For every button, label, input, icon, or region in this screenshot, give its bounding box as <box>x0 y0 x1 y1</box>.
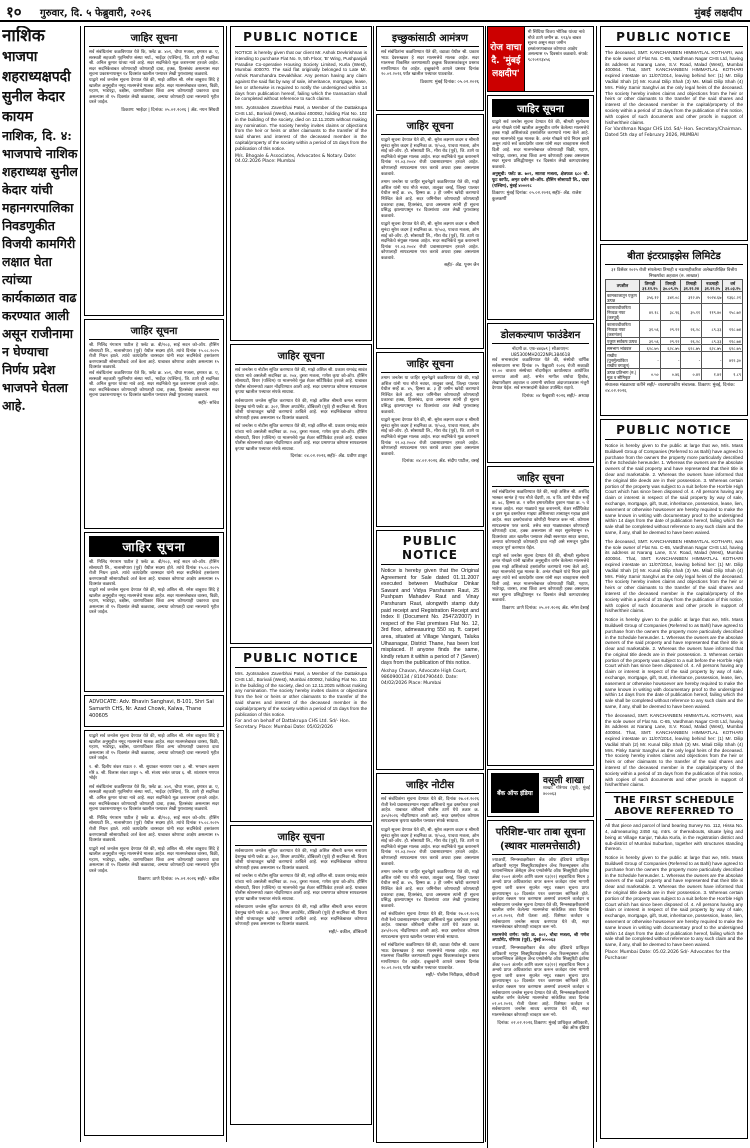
notice-signature: ठिकाण: ठाणे दिनांक: ०५.०२.२०२६ सही/- वकील <box>137 876 219 882</box>
table-cell: ११८.७४ <box>723 338 743 345</box>
table-row <box>606 338 743 345</box>
notice-body: याद्वारे सर्व जनतेस सूचना देण्यात येते की, माझे अशिल श्री. रमेश बाबुराव शिंदे हे खालील अनुसूचीत नमूद मालमत्तेचे मालक आहेत. सदर मालमत्तेबाबत वारसा, विक्री, गहाण, भाडेपट्टा, बक्षीस, धारणाधिकार किंवा अन्य कोणत्याही प्रकारचा दावा असल्यास तो १५ दिवसांत लेखी कळवावा, अन्यथा कोणताही दावा नसल्याचे गृहीत धरले जाईल. <box>89 77 219 106</box>
notice-body: याद्वारे सूचना देण्यात येते की, श्री. सुरेश लक्ष्मण कदम व श्रीमती सुनंदा सुरेश कदम हे सदनिका क्र. ए/५०३, पाचवा मजला, ओम साई को-ऑप. हौ. सोसायटी लि., मीरा रोड (पूर्व), जि. ठाणे या सदनिकेचे संयुक्त मालक आहेत. सदर सदनिकेचे मूळ करारनामे दिनांक १२.०३.२००४ रोजी प्रवासादरम्यान हरवले आहेत. कोणालाही सापडल्यास परत करावे अथवा हक्क असल्यास कळवावे. <box>381 222 479 261</box>
notice-signature: दिनांक: ०४.०२.२०२६ ॲड. संदीप पाटील, वसई <box>402 459 479 465</box>
table-cell: ०.४२ <box>681 369 702 381</box>
notice-box <box>487 95 594 320</box>
notice-box <box>376 530 484 770</box>
notice-body: तमाम जनतेस या जाहिर सूचनेद्वारे कळविण्यात येते की, माझे अशिल यांनी गाव मौजे नवघर, तालुका वसई, जिल्हा पालघर येथील सर्व्हे क्र. ४५, हिस्सा क्र. ३ ही जमीन खरेदी करण्याचे निश्चित केले आहे. सदर जमिनीवर कोणाचाही कोणत्याही प्रकारचा हक्क, हितसंबंध, दावा असल्यास त्यांनी ही सूचना प्रसिद्ध झाल्यापासून १४ दिवसांच्या आत लेखी पुराव्यासह कळवावे. <box>381 376 479 415</box>
table-column-header: तिमाही ३०.०९.२५ <box>660 280 681 292</box>
table-cell: ६२८.७५ <box>681 345 702 352</box>
financial-results-box <box>600 244 748 416</box>
notice-box <box>230 647 372 822</box>
column-1b <box>84 26 224 1139</box>
notice-heading: जाहिर सूचना <box>235 829 367 846</box>
column-3 <box>376 26 484 1146</box>
table-cell: ३५.११ <box>681 304 702 321</box>
notice-signature: दिनांक: ०४ फेब्रुवारी २०२६ सही/- अध्यक्ष <box>522 393 589 399</box>
table-cell: समभाग भांडवल <box>606 345 640 352</box>
column-rule <box>485 26 486 1142</box>
bank-ad-header <box>487 769 594 817</box>
notice-box <box>84 319 224 529</box>
table-body <box>606 292 743 381</box>
notice-body: श्री. मिलिंद गंगाराम पाटील हे फ्लॅट क्र. बी/१०३, साई सदन को-ऑप. हौसिंग सोसायटी लि., नालासोपारा (पूर्व) येथील सदस्य होते. त्यांचे दिनांक १५.०८.२०२५ रोजी निधन झाले. त्यांचे कायदेशीर वारसदार यांनी सदर सदनिकेचे हस्तांतरण करण्यासाठी सोसायटीकडे अर्ज केला आहे. याबाबत कोणाचा आक्षेप असल्यास १५ दिवसांत कळवावे. <box>89 560 219 588</box>
notice-signature: ठिकाण: मुंबई दिनांक: ०५.०२.२०२६ <box>420 79 479 85</box>
table-cell: ४२.१८ <box>639 304 660 321</box>
table-cell: ११८.७४ <box>723 321 743 338</box>
notice-heading: जाहिर सूचना <box>492 470 589 487</box>
table-cell: ३८.९६ <box>660 304 681 321</box>
notice-body: याद्वारे सूचना देण्यात येते की, श्री. सुरेश लक्ष्मण कदम व श्रीमती सुनंदा सुरेश कदम हे सदनिका क्र. ए/५०३, पाचवा मजला, ओम साई को-ऑप. हौ. सोसायटी लि., मीरा रोड (पूर्व), जि. ठाणे या सदनिकेचे संयुक्त मालक आहेत. सदर सदनिकेचे मूळ करारनामे दिनांक १२.०३.२००४ रोजी प्रवासादरम्यान हरवले आहेत. कोणालाही सापडल्यास परत करावे अथवा हक्क असल्यास कळवावे. <box>381 827 479 867</box>
schedule-body: All that piece and parcel of land bearing Survey No. 112, Hissa No. 4, admeasuring 2450 sq. mtrs. or thereabouts, situate lying and being at Village Kanjur, Taluka Kurla, in the registration district and sub-district of Mumbai Suburban, together with structures standing thereon. <box>605 823 743 852</box>
notice-signature: दिनांक: ०२.०२.२०२६ ठिकाण: मुंबई प्राधिकृत अधिकारी, बँक ऑफ इंडिया <box>497 1020 589 1032</box>
lead-body: नाशिक, दि. ४: भाजपाचे नाशिक शहराध्यक्ष सुनील केदार यांची महानगरपालिका निवडणुकीत विजयी कामगिरी लक्षात घेता त्यांच्या कार्यकाळात वाढ करण्यात आली असून राजीनामा न घेण्याचा निर्णय प्रदेश भाजपने घेतला आहे. <box>2 128 78 413</box>
table-row <box>606 321 743 338</box>
notice-body: Notice is hereby given that the Original Agreement for Sale dated 01.11.2007 executed between Madhukar Dinkar Sawant and Vidya Parshuram Raut, 25 Pushpam Mahadev Raut and Vinay Parshuram Raut, alongwith stamp duty paid receipt and Registration Receipt and Index II (Document No. 25472/2007) in respect of the Flat premises Flat No. 12, 3rd floor, admeasuring 550 sq. ft. carpet area, situated at Village Vangani, Taluka Ulhasnagar, District Thane, has been lost misplaced. If anyone finds the same, kindly return it within a period of 7 (Seven) days from the publication of this notice. <box>381 568 479 667</box>
notice-body: ज्याअर्थी, निम्नस्वाक्षरीकार बँक ऑफ इंडियाचे प्राधिकृत अधिकारी म्हणून सिक्युरिटायझेशन ॲन्ड रिकन्स्ट्रक्शन ऑफ फायनान्शियल ॲसेट्स ॲन्ड एन्फोर्समेंट ऑफ सिक्युरिटी इंटरेस्ट ॲक्ट २००२ अंतर्गत आणि कलम १३(१२) सहवाचिता नियम ३ अन्वये प्राप्त अधिकारांचा वापर करून कर्जदार यांना मागणी सूचना जारी करून सूचनेत नमूद रक्कम सूचना प्राप्त झाल्यापासून ६० दिवसांत परत करण्यास सांगितले होते. कर्जदार रक्कम परत करण्यास असमर्थ ठरल्याने कर्जदार व सर्वसाधारण जनतेस सूचना देण्यात येते की, निम्नस्वाक्षरीकारांनी खालील वर्णन केलेल्या मालमत्तेचा सांकेतिक ताबा दिनांक ०२.०२.२०२६ रोजी घेतला आहे. विशेषतः कर्जदार व सर्वसाधारण जनतेस सावध करण्यात येते की, सदर मालमत्तेबाबत कोणताही व्यवहार करू नये. <box>492 945 589 1019</box>
table-row <box>606 352 743 369</box>
table-cell: ०.५० <box>639 369 660 381</box>
notice-body: सर्व संबंधितांना सूचना देण्यात येते की, दिनांक २७.०१.२०२६ रोजी रेल्वे प्रवासादरम्यान माझ्या अशिलाचे मूळ दस्तऐवज हरवले आहेत. याबाबत बोरीवली पोलीस ठाणे येथे तक्रार क्र. ३४५/२०२६ नोंदविण्यात आली आहे. सदर दस्तऐवज कोणास सापडल्यास कृपया खालील पत्त्यावर संपर्क साधावा. <box>381 912 479 940</box>
notice-signature: ठिकाण: भाईंदर | दिनांक: ०५.०२.२०२६ | ॲड. नयन सिंघवी <box>121 107 219 113</box>
notice-body: The deceased, SMT. KANCHANBEN HIMMATLAL KOTHARI, was the sole owner of Flat No. C-65, Vardhman Nagar CHS Ltd, having its address at Narang Lane, S.V. Road, Malad (West), Mumbai 400064. That, SMT. KANCHANBEN HIMMATLAL KOTHARI expired intestate on 11/07/2014, leaving behind her: (1) Mr. Dilip Vadilal Shah (2) Mr. Kunal Dilip Shah (3) Ms. Mitali Dilip Shah (4) Mrs. Pinky Samir Sanghvi as the only legal heirs of the deceased. The society hereby invites claims and objections from the heir or heirs or other claimants to the transfer of the said shares and interest of the deceased member in the capital/property of the society within a period of 15 days from the publication of this notice, with copies of such documents and other proofs in support of his/her/their claims. <box>605 712 743 788</box>
table-cell: ६२८.७५ <box>639 345 660 352</box>
notice-body: सर्व संबंधितांना कळविण्यात येते कि, फ्लॅट क्र. ४०१, चौथा मजला, इमारत क्र. ए, सरस्वती सहकारी गृहनिर्माण संस्था मर्या., भाईंदर (पश्चिम), जि. ठाणे ही सदनिका श्री. अनिल कुमार यांच्या नावे आहे. सदर सदनिकेचे मूळ करारनामा हरवले आहेत. सदर सदनिकेबाबत कोणाचाही कोणताही दावा, हक्क, हितसंबंध असल्यास सदर सूचना प्रकाशनापासून १४ दिवसांत खालील पत्त्यावर लेखी पुराव्यासह कळवावे. <box>89 784 219 813</box>
column-4 <box>487 26 594 1148</box>
notice-body: सर्व संबंधितांना कळविण्यात येते की, वडाळा येथील श्री. प्रकाश भाऊ देवरूखकर हे सदर मालमत्तेचे मालक आहेत. सदर मालमत्ता विकसित करण्यासाठी इच्छुक विकासकांकडून प्रस्ताव मागविण्यात येत आहेत. इच्छुकांनी आपले प्रस्ताव दिनांक २०.०२.२०२६ पर्यंत खालील पत्त्यावर पाठवावेत. <box>381 943 479 971</box>
table-cell: ११९.४० <box>702 304 723 321</box>
notice-signature: सही/- सचिव <box>198 400 219 406</box>
notice-signature: Place: Mumbai Date: 05.02.2026 Sd/- Advocates for the Purchaser <box>605 949 731 961</box>
table-cell: - <box>681 352 702 369</box>
notice-heading: डोलकल्याण फाउंडेशन <box>492 327 589 344</box>
notice-body: श्री. मिलिंद गंगाराम पाटील हे फ्लॅट क्र. बी/१०३, साई सदन को-ऑप. हौसिंग सोसायटी लि., नालासोपारा (पूर्व) येथील सदस्य होते. त्यांचे दिनांक १५.०८.२०२५ रोजी निधन झाले. त्यांचे कायदेशीर वारसदार यांनी सदर सदनिकेचे हस्तांतरण करण्यासाठी सोसायटीकडे अर्ज केला आहे. याबाबत कोणाचा आक्षेप असल्यास १५ दिवसांत कळवावे. <box>89 343 219 371</box>
notice-body: श्री. मिलिंद गंगाराम पाटील हे फ्लॅट क्र. बी/१०३, साई सदन को-ऑप. हौसिंग सोसायटी लि., नालासोपारा (पूर्व) येथील सदस्य होते. त्यांचे दिनांक १५.०८.२०२५ रोजी निधन झाले. त्यांचे कायदेशीर वारसदार यांनी सदर सदनिकेचे हस्तांतरण करण्यासाठी सोसायटीकडे अर्ज केला आहे. याबाबत कोणाचा आक्षेप असल्यास १५ दिवसांत कळवावे. <box>89 815 219 844</box>
notice-heading: इच्छुकांसाठी आमंत्रण <box>381 30 479 47</box>
notice-body: सर्व संबंधितांना कळविण्यात येते कि, फ्लॅट क्र. ४०१, चौथा मजला, इमारत क्र. ए, सरस्वती सहकारी गृहनिर्माण संस्था मर्या., भाईंदर (पश्चिम), जि. ठाणे ही सदनिका श्री. अनिल कुमार यांच्या नावे आहे. सदर सदनिकेचे मूळ करारनामा हरवले आहेत. सदर सदनिकेबाबत कोणाचाही कोणताही दावा, हक्क, हितसंबंध असल्यास सदर सूचना प्रकाशनापासून १४ दिवसांत खालील पत्त्यावर लेखी पुराव्यासह कळवावे. <box>89 370 219 399</box>
newspaper-logo: रोज वाचा दै. 'मुंबई लक्षदीप' <box>488 27 525 91</box>
table-cell: २९.१२ <box>660 321 681 338</box>
notice-body: सर्वसाधारण जनतेस सूचित करण्यात येते की, माझे अशिल श्रीमती कमल नारायण देशमुख यांनी फ्लॅट क्र. ३०२, शिवम अपार्टमेंट, डोंबिवली (पूर्व) ही सदनिका श्री. विजय जोशी यांच्याकडून खरेदी करण्याचे ठरविले आहे. सदर सदनिकेबाबत कोणाचा कोणताही हक्क असल्यास १४ दिवसांत कळवावे. <box>235 398 367 421</box>
notice-box <box>376 352 484 527</box>
notice-heading: परिशिष्ट-चार ताबा सूचना (स्थावर मालमत्तेसाठी) <box>492 824 589 855</box>
notice-heading: जाहिर सूचना <box>492 99 589 117</box>
advocate-address: ADVOCATE: Adv. Bhavin Sanghavi, B-101, Shri Sai Samarth CHS, Nr. Azad Chowk, Kalwa, Thane 400605 <box>89 699 214 719</box>
notice-body: NOTICE is hereby given that our client Mr. Ashok Devkrishnan is intending to purchase Flat No. 9, 5th Floor, 'B' Wing, Pushpanjali Paradise Co-operative Housing Society Limited, Kurla (West), Mumbai 400070. The said flat originally belonged to Late Mr. Ashok Ramchandra Devakhikar. Any person having any claim against the said flat by way of sale, inheritance, mortgage, lease, lien or otherwise is required to notify the undersigned within 14 days from publication hereof, failing which the transaction shall be completed without reference to such claims. <box>235 50 367 102</box>
table-cell: २६.२८ <box>681 338 702 345</box>
table-cell: ४१२.३० <box>723 352 743 369</box>
notice-heading: जाहिर सूचना <box>381 118 479 135</box>
table-cell: - <box>660 352 681 369</box>
notice-body: सर्वसाधारण जनतेस सूचित करण्यात येते की, माझे अशिल श्रीमती कमल नारायण देशमुख यांनी फ्लॅट क्र. ३०२, शिवम अपार्टमेंट, डोंबिवली (पूर्व) ही सदनिका श्री. विजय जोशी यांच्याकडून खरेदी करण्याचे ठरविले आहे. सदर सदनिकेबाबत कोणाचा कोणताही हक्क असल्यास १४ दिवसांत कळवावे. <box>235 849 367 871</box>
notice-body: सर्वसाधारण जनतेस सूचित करण्यात येते की, माझे अशिल श्रीमती कमल नारायण देशमुख यांनी फ्लॅट क्र. ३०२, शिवम अपार्टमेंट, डोंबिवली (पूर्व) ही सदनिका श्री. विजय जोशी यांच्याकडून खरेदी करण्याचे ठरविले आहे. सदर सदनिकेबाबत कोणाचा कोणताही हक्क असल्यास १४ दिवसांत कळवावे. <box>235 905 367 928</box>
notice-body: Notice is hereby given to the public at large that we, M/s. Mass Buildwell Group of Companies (Referred to as Bahl) have agreed to purchase from the owners the property more particularly described in the Schedule hereunder. 1. Whereas the owners are the absolute owners of the said property and have represented that their title is clear and marketable. 2. Whereas the owners have informed that the original title deeds are in their possession. 3. Whereas certain portion of the property was subject to a suit before the Hon'ble High Court which has since been disposed of. 4. All persons having any claim or interest in respect of the said property by way of sale, exchange, mortgage, gift, trust, inheritance, possession, lease, lien, easement or otherwise howsoever are hereby required to make the same known in writing with documentary proof to the undersigned within 14 days from the date of publication hereof, failing which the sale shall be completed without reference to any such claim and the same, if any, shall be deemed to have been waived. <box>605 855 743 948</box>
newspaper-logo-block <box>487 26 594 92</box>
table-cell: १.४२ <box>702 369 723 381</box>
notice-box <box>230 344 372 644</box>
column-rule <box>373 26 374 1142</box>
column-5 <box>600 26 748 1142</box>
notice-heading: जाहिर सूचना <box>381 356 479 373</box>
column-rule <box>596 26 597 1142</box>
notice-signature: दिनांक: ०४.०२.२०२६ सही/- ॲड. प्रवीण ठाकूर <box>290 454 367 460</box>
advocate-address-box <box>84 695 224 727</box>
bank-branch-address: शाखा: गोरेगाव (पूर्व), मुंबई ४०००६३ <box>543 786 590 797</box>
notice-heading: PUBLIC NOTICE <box>235 651 367 668</box>
notice-box <box>376 114 484 349</box>
lead-city: नाशिक <box>2 26 45 46</box>
notice-body: याद्वारे सर्व जनतेस सूचना देण्यात येते की, श्रीमती सुलोचना अनंत गोखले यांनी खालील अनुसूचीत वर्णन केलेल्या मालमत्तेचे हक्क माझे अशिलांकडे हस्तांतरित करण्याचे मान्य केले आहे. सदर मालमत्तेचे मूळ मालक कै. अनंत गोखले यांचे निधन झाले असून त्यांचे सर्व कायदेशीर वारस यांनी सदर व्यवहारास संमती दिली आहे. सदर मालमत्तेबाबत कोणाचाही विक्री, गहाण, भाडेपट्टा, वारसा, ताबा किंवा अन्य कोणताही हक्क असल्यास सदर सूचना प्रसिद्धीपासून १४ दिवसांत लेखी कागदपत्रांसह कळवावे. <box>492 120 589 170</box>
notice-schedule: अनुसूची: फ्लॅट क्र. ७०२, सातवा मजला, क्षेत्रफळ ६८० चौ. फूट कार्पेट, अमृत दर्शन को-ऑप. हौसिंग सोसायटी लि., दादर (पश्चिम), मुंबई ४०००२८ <box>492 172 590 189</box>
notice-box <box>376 26 484 111</box>
notice-heading: जाहिर सूचना <box>235 348 367 365</box>
notice-heading: PUBLIC NOTICE <box>605 423 743 440</box>
notice-box <box>84 532 224 692</box>
table-cell: ६२८.७५ <box>702 345 723 352</box>
notice-box <box>230 825 372 1125</box>
notice-body: सर्व जनतेस य नोटीस सूचित करण्यात येते की, माझे अशिल श्री. प्रकाश रामचंद्र सावंत यांच्या नावे असलेली सदनिका क्र. २०४, दुसरा मजला, गणेश कृपा को-ऑप. हौसिंग सोसायटी, विरार (पश्चिम) या मालमत्तेचे मूळ शेअर सर्टिफिकेट हरवले आहे. याबाबत पोलीस स्टेशनमध्ये तक्रार नोंदविण्यात आली आहे. सदर प्रमाणपत्र कोणास सापडल्यास कृपया खालील पत्त्यावर संपर्क साधावा. <box>235 424 367 452</box>
notice-box <box>487 466 594 766</box>
column-2 <box>230 26 372 1128</box>
financial-table <box>605 279 743 381</box>
table-cell: कालावधीकरिता निव्वळ नफा (करानंतर) <box>606 321 640 338</box>
table-cell: ६२८.७५ <box>660 345 681 352</box>
foundation-notice-box <box>487 323 594 463</box>
table-cell: ८९.३३ <box>702 338 723 345</box>
table-cell: उत्पन्न प्रतिभाग (रु.) मूळ व सौमिकृत <box>606 369 640 381</box>
notice-body: तमाम जनतेस या जाहिर सूचनेद्वारे कळविण्यात येते की, माझे अशिल यांनी गाव मौजे नवघर, तालुका वसई, जिल्हा पालघर येथील सर्व्हे क्र. ४५, हिस्सा क्र. ३ ही जमीन खरेदी करण्याचे निश्चित केले आहे. सदर जमिनीवर कोणाचाही कोणत्याही प्रकारचा हक्क, हितसंबंध, दावा असल्यास त्यांनी ही सूचना प्रसिद्ध झाल्यापासून १४ दिवसांच्या आत लेखी पुराव्यासह कळवावे. <box>381 180 479 219</box>
notice-signature: ठिकाण: ठाणे दिनांक: ०५.०२.२०२६ ॲड. मंगेश देसाई <box>502 605 589 611</box>
table-column-header: तिमाही ३१.१२.२५ <box>639 280 660 292</box>
notice-box <box>376 773 484 1143</box>
bank-branch-title: वसूली शाखा <box>543 776 584 786</box>
notice-body: The deceased, SMT. KANCHANBEN HIMMATLAL KOTHARI, was the sole owner of Flat No. C-65, Vardhman Nagar CHS Ltd, having its address at Narang Lane, S.V. Road, Malad (West), Mumbai 400064. That, SMT. KANCHANBEN HIMMATLAL KOTHARI expired intestate on 11/07/2014, leaving behind her: (1) Mr. Dilip Vadilal Shah (2) Mr. Kunal Dilip Shah (3) Ms. Mitali Dilip Shah (4) Mrs. Pinky Samir Sanghvi as the only legal heirs of the deceased. The society hereby invites claims and objections from the heir or heirs or other claimants to the transfer of the said shares and interest of the deceased member in the capital/property of the society within a period of 15 days from the publication of this notice, with copies of such documents and other proofs in support of his/her/their claims. <box>605 50 743 125</box>
notice-body: Notice is hereby given to the public at large that we, M/s. Mass Buildwell Group of Companies (Referred to as Bahl) have agreed to purchase from the owners the property more particularly described in the Schedule hereunder. 1. Whereas the owners are the absolute owners of the said property and have represented that their title is clear and marketable. 2. Whereas the owners have informed that the original title deeds are in their possession. 3. Whereas certain portion of the property was subject to a suit before the Hon'ble High Court which has since been disposed of. 4. All persons having any claim or interest in respect of the said property by way of sale, exchange, mortgage, gift, trust, inheritance, possession, lease, lien, easement or otherwise howsoever are hereby required to make the same known in writing with documentary proof to the undersigned within 14 days from the date of publication hereof, failing which the sale shall be completed without reference to any such claim and the same, if any, shall be deemed to have been waived. <box>605 617 743 710</box>
table-cell: २९.१२ <box>660 338 681 345</box>
notice-body: याद्वारे सूचना देण्यात येते की, श्री. सुरेश लक्ष्मण कदम व श्रीमती सुनंदा सुरेश कदम हे सदनिका क्र. ए/५०३, पाचवा मजला, ओम साई को-ऑप. हौ. सोसायटी लि., मीरा रोड (पूर्व), जि. ठाणे या सदनिकेचे संयुक्त मालक आहेत. सदर सदनिकेचे मूळ करारनामे दिनांक १२.०३.२००४ रोजी प्रवासादरम्यान हरवले आहेत. कोणालाही सापडल्यास परत करावे अथवा हक्क असल्यास कळवावे. <box>381 418 479 457</box>
notice-heading: बीता इंटरप्राइझेस लिमिटेड <box>605 248 743 265</box>
column-rule <box>80 26 81 1142</box>
notice-signature: M/s. Bhogale & Associates, Advocates & Notary. Date: 04.02.2026 Place: Mumbai <box>235 153 357 165</box>
notice-box <box>230 26 372 341</box>
table-cell: ३५६.१२ <box>639 292 660 304</box>
page-date: गुरुवार, दि. ५ फेब्रुवारी, २०२६ <box>40 8 152 19</box>
table-cell: राखीव (पुनर्मुल्यांकित राखीव वगळून) <box>606 352 640 369</box>
notice-body: याद्वारे सर्व जनतेस सूचना देण्यात येते की, श्रीमती सुलोचना अनंत गोखले यांनी खालील अनुसूचीत वर्णन केलेल्या मालमत्तेचे हक्क माझे अशिलांकडे हस्तांतरित करण्याचे मान्य केले आहे. सदर मालमत्तेचे मूळ मालक कै. अनंत गोखले यांचे निधन झाले असून त्यांचे सर्व कायदेशीर वारस यांनी सदर व्यवहारास संमती दिली आहे. सदर मालमत्तेबाबत कोणाचाही विक्री, गहाण, भाडेपट्टा, वारसा, ताबा किंवा अन्य कोणताही हक्क असल्यास सदर सूचना प्रसिद्धीपासून १४ दिवसांत लेखी कागदपत्रांसह कळवावे. <box>492 553 589 604</box>
table-row <box>606 304 743 321</box>
table-cell: ३४१.०८ <box>660 292 681 304</box>
table-cell: ३१.५६ <box>639 338 660 345</box>
schedule-heading: THE FIRST SCHEDULE ABOVE REFERRED TO <box>605 792 743 820</box>
table-cell: - <box>639 352 660 369</box>
notice-signature: For and on behalf of Dattakrupa CHS Ltd. Sd/- Hon. Secretary. Place: Mumbai Date: 05/02/2026 <box>235 719 351 731</box>
table-cell: - <box>702 352 723 369</box>
notice-body: सर्व जनतेस य नोटीस सूचित करण्यात येते की, माझे अशिल श्री. प्रकाश रामचंद्र सावंत यांच्या नावे असलेली सदनिका क्र. २०४, दुसरा मजला, गणेश कृपा को-ऑप. हौसिंग सोसायटी, विरार (पश्चिम) या मालमत्तेचे मूळ शेअर सर्टिफिकेट हरवले आहे. याबाबत पोलीस स्टेशनमध्ये तक्रार नोंदविण्यात आली आहे. सदर प्रमाणपत्र कोणास सापडल्यास कृपया खालील पत्त्यावर संपर्क साधावा. <box>235 874 367 902</box>
notice-body: सर्व सभासदांना कळविण्यात येते की, संस्थेची वार्षिक सर्वसाधारण सभा दिनांक २५ फेब्रुवारी २०२६ रोजी सकाळी ११.०० वाजता संस्थेच्या नोंदणीकृत कार्यालयात आयोजित करण्यात आली आहे. सभेत मागील वर्षाचा हिशोब, लेखापरीक्षण अहवाल व आगामी वर्षाच्या अंदाजपत्रकास मंजुरी देण्यात येईल. सर्व सभासदांनी वेळेवर उपस्थित राहावे. <box>492 358 589 392</box>
notice-body: ज्याअर्थी, निम्नस्वाक्षरीकार बँक ऑफ इंडियाचे प्राधिकृत अधिकारी म्हणून सिक्युरिटायझेशन ॲन्ड रिकन्स्ट्रक्शन ऑफ फायनान्शियल ॲसेट्स ॲन्ड एन्फोर्समेंट ऑफ सिक्युरिटी इंटरेस्ट ॲक्ट २००२ अंतर्गत आणि कलम १३(१२) सहवाचिता नियम ३ अन्वये प्राप्त अधिकारांचा वापर करून कर्जदार यांना मागणी सूचना जारी करून सूचनेत नमूद रक्कम सूचना प्राप्त झाल्यापासून ६० दिवसांत परत करण्यास सांगितले होते. कर्जदार रक्कम परत करण्यास असमर्थ ठरल्याने कर्जदार व सर्वसाधारण जनतेस सूचना देण्यात येते की, निम्नस्वाक्षरीकारांनी खालील वर्णन केलेल्या मालमत्तेचा सांकेतिक ताबा दिनांक ०२.०२.२०२६ रोजी घेतला आहे. विशेषतः कर्जदार व सर्वसाधारण जनतेस सावध करण्यात येते की, सदर मालमत्तेबाबत कोणताही व्यवहार करू नये. <box>492 858 589 931</box>
table-cell: एकूण सर्वंकष उत्पन्न <box>606 338 640 345</box>
table-row <box>606 345 743 352</box>
table-column-header: तिमाही ३१.१२.२४ <box>681 280 702 292</box>
notice-schedule: मालमत्तेचे वर्णन: फ्लॅट क्र. ४०२, चौथा मजला, श्री गणेश अपार्टमेंट, गोरेगाव (पूर्व), मुंबई ४०००६३ <box>492 932 589 944</box>
table-cell: कालावधीकरिता निव्वळ नफा (करपूर्व) <box>606 304 640 321</box>
masthead <box>0 0 750 22</box>
notice-body: Notice is hereby given to the public at large that we, M/s. Mass Buildwell Group of Companies (Referred to as Bahl) have agreed to purchase from the owners the property more particularly described in the Schedule hereunder. 1. Whereas the owners are the absolute owners of the said property and have represented that their title is clear and marketable. 2. Whereas the owners have informed that the original title deeds are in their possession. 3. Whereas certain portion of the property was subject to a suit before the Hon'ble High Court which has since been disposed of. 4. All persons having any claim or interest in respect of the said property by way of sale, exchange, mortgage, gift, trust, inheritance, possession, lease, lien, easement or otherwise howsoever are hereby required to make the same known in writing with documentary proof to the undersigned within 14 days from the date of publication hereof, failing which the sale shall be completed without reference to any such claim and the same, if any, shall be deemed to have been waived. <box>605 443 743 535</box>
table-row <box>606 369 743 381</box>
bank-header-text <box>539 773 590 813</box>
table-cell: कामकाजातून एकूण उत्पन्न <box>606 292 640 304</box>
notice-box <box>600 419 748 1139</box>
notice-list: १. श्री. दिलीप शंकर राऊत २. श्री. सुधाकर नारायण पवार ३. श्री. भगवान लक्ष्मण मोरे ४. श्री. विलास शंकर ठाकूर ५. श्री. संजय वसंत जाधव ६. श्री. शांताराम गणपत भोईर <box>89 764 219 782</box>
bank-logo: बँक ऑफ इंडिया <box>491 773 539 813</box>
table-cell: ६२८.७५ <box>723 345 743 352</box>
notice-signature: ठिकाण: मुंबई दिनांक: ०५.०२.२०२६ सही/- ॲड. राजेश कुलकर्णी <box>492 191 582 202</box>
notice-signature: सही/- वकील, डोंबिवली <box>328 929 367 935</box>
table-cell: १.८९ <box>723 369 743 381</box>
notice-heading: PUBLIC NOTICE <box>605 30 743 47</box>
table-column-header: तपशील <box>606 280 640 292</box>
table-cell: ३१२.४५ <box>681 292 702 304</box>
notice-signature: सही/- पोलीस निरीक्षक, बोरीवली <box>425 973 479 979</box>
notice-body: सर्व संबंधितांना कळविण्यात येते की, माझे अशिल श्री. अरविंद भास्कर सामंत हे गाव मौजे चेंदणी, ता. व जि. ठाणे येथील सर्व्हे क्र. ७८, हिस्सा क्र. २ वरील इमारतीतील दुकान गाळा क्र. ५ चे मालक आहेत. सदर गाळ्याचे मूळ करारनामे, शेअर सर्टिफिकेट व इतर मूळ दस्तऐवज माझ्या अशिलाच्या ताब्यातून गहाळ झाले आहेत. सदर दस्तऐवजांचा कोणीही गैरवापर करू नये. कोणास सापडल्यास परत करावे. तसेच सदर गाळ्याबाबत कोणाचाही कोणताही दावा, हक्क असल्यास तो सदर सूचनेपासून १५ दिवसांच्या आत खालील पत्त्यावर लेखी स्वरूपात सादर करावा, अन्यथा कोणाचाही कोणताही दावा नाही असे समजून पुढील व्यवहार पूर्ण करण्यात येईल. <box>492 490 589 551</box>
table-subtitle: ३१ डिसेंबर २०२५ रोजी संपलेल्या तिमाही व नऊमाहीकरिता अलेखापरिक्षित वित्तीय निष्कर्षाचा अहवाल (रु. लाखात) <box>611 268 737 279</box>
page-number: १० <box>6 3 22 21</box>
notice-body: सर्व संबंधितांना कळविण्यात येते की, वडाळा येथील श्री. प्रकाश भाऊ देवरूखकर हे सदर मालमत्तेचे मालक आहेत. सदर मालमत्ता विकसित करण्यासाठी इच्छुक विकासकांकडून प्रस्ताव मागविण्यात येत आहेत. इच्छुकांनी आपले प्रस्ताव दिनांक २०.०२.२०२६ पर्यंत खालील पत्त्यावर पाठवावेत. <box>381 50 479 78</box>
table-cell: १३६८.२१ <box>723 292 743 304</box>
table-row <box>606 292 743 304</box>
table-cell: ३१.५६ <box>639 321 660 338</box>
notice-body: याद्वारे सर्व जनतेस सूचना देण्यात येते की, माझे अशिल श्री. रमेश बाबुराव शिंदे हे खालील अनुसूचीत नमूद मालमत्तेचे मालक आहेत. सदर मालमत्तेबाबत वारसा, विक्री, गहाण, भाडेपट्टा, बक्षीस, धारणाधिकार किंवा अन्य कोणत्याही प्रकारचा दावा असल्यास तो १५ दिवसांत लेखी कळवावा, अन्यथा कोणताही दावा नसल्याचे गृहीत धरले जाईल. <box>89 734 219 762</box>
notice-subheading: नोंदणी क्र. एफ-४४६७९ | सीआयएन: U85300MH2022NPL384618 <box>510 347 571 358</box>
bank-notice-box <box>487 820 594 1148</box>
column-1 <box>2 26 78 1142</box>
table-cell: १०२४.६७ <box>702 292 723 304</box>
notice-body: याद्वारे सर्व जनतेस सूचना देण्यात येते की, माझे अशिल श्री. रमेश बाबुराव शिंदे हे खालील अनुसूचीत नमूद मालमत्तेचे मालक आहेत. सदर मालमत्तेबाबत वारसा, विक्री, गहाण, भाडेपट्टा, बक्षीस, धारणाधिकार किंवा अन्य कोणत्याही प्रकारचा दावा असल्यास तो १५ दिवसांत लेखी कळवावा, अन्यथा कोणताही दावा नसल्याचे गृहीत धरले जाईल. <box>89 587 219 616</box>
notice-signature: संचालक मंडळाच्या वतीने सही/- व्यवस्थापकीय संचालक. ठिकाण: मुंबई, दिनांक: ०४.०२.२०२६ <box>605 383 736 394</box>
table-cell: २६.२८ <box>681 321 702 338</box>
notice-body: याद्वारे सर्व जनतेस सूचना देण्यात येते की, माझे अशिल श्री. रमेश बाबुराव शिंदे हे खालील अनुसूचीत नमूद मालमत्तेचे मालक आहेत. सदर मालमत्तेबाबत वारसा, विक्री, गहाण, भाडेपट्टा, बक्षीस, धारणाधिकार किंवा अन्य कोणत्याही प्रकारचा दावा असल्यास तो १५ दिवसांत लेखी कळवावा, अन्यथा कोणताही दावा नसल्याचे गृहीत धरले जाईल. <box>89 846 219 875</box>
table-header-row <box>606 280 743 292</box>
notice-heading: जाहिर सूचना <box>89 536 219 557</box>
notice-box <box>84 730 224 1136</box>
table-column-header: नऊमाही ३१.१२.२५ <box>702 280 723 292</box>
notice-body: तमाम जनतेस या जाहिर सूचनेद्वारे कळविण्यात येते की, माझे अशिल यांनी गाव मौजे नवघर, तालुका वसई, जिल्हा पालघर येथील सर्व्हे क्र. ४५, हिस्सा क्र. ३ ही जमीन खरेदी करण्याचे निश्चित केले आहे. सदर जमिनीवर कोणाचाही कोणत्याही प्रकारचा हक्क, हितसंबंध, दावा असल्यास त्यांनी ही सूचना प्रसिद्ध झाल्यापासून १४ दिवसांच्या आत लेखी पुराव्यासह कळवावे. <box>381 870 479 909</box>
newspaper-brand: मुंबई लक्षदीप <box>694 8 742 19</box>
table-cell: ८९.३३ <box>702 321 723 338</box>
table-cell: १५८.७२ <box>723 304 743 321</box>
lead-headline: भाजपा शहराध्यक्षपदी सुनील केदार कायम <box>2 49 71 125</box>
notice-heading: PUBLIC NOTICE <box>235 30 367 47</box>
logo-side-text: मी सिंधिया विजय भौतिक यांच्या नावे मौजे ठाणे जमीन क्र. १२३/४ बाबत सूचना असून सदर जमीन हस्तांतरणाबाबत कोणाचा आक्षेप असल्यास १५ दिवसांत कळवावे. संपर्क: ९८२०१२३४५६ <box>527 30 589 63</box>
notice-body: The deceased, SMT. KANCHANBEN HIMMATLAL KOTHARI, was the sole owner of Flat No. C-65, Vardhman Nagar CHS Ltd, having its address at Narang Lane, S.V. Road, Malad (West), Mumbai 400064. That, SMT. KANCHANBEN HIMMATLAL KOTHARI expired intestate on 11/07/2014, leaving behind her: (1) Mr. Dilip Vadilal Shah (2) Mr. Kunal Dilip Shah (3) Ms. Mitali Dilip Shah (4) Mrs. Pinky Samir Sanghvi as the only legal heirs of the deceased. The society hereby invites claims and objections from the heir or heirs or other claimants to the transfer of the said shares and interest of the deceased member in the capital/property of the society within a period of 15 days from the publication of this notice, with copies of such documents and other proofs in support of his/her/their claims. <box>605 538 743 614</box>
notice-signature: Akshay Chavan, Advocate High Court, 9860900134 / 8104790440. Date: 04/02/2026 Place: Mumbai <box>381 668 467 686</box>
notice-body: सर्व संबंधितांना कळविण्यात येते कि, फ्लॅट क्र. ४०१, चौथा मजला, इमारत क्र. ए, सरस्वती सहकारी गृहनिर्माण संस्था मर्या., भाईंदर (पश्चिम), जि. ठाणे ही सदनिका श्री. अनिल कुमार यांच्या नावे आहे. सदर सदनिकेचे मूळ करारनामा हरवले आहेत. सदर सदनिकेबाबत कोणाचाही कोणताही दावा, हक्क, हितसंबंध असल्यास सदर सूचना प्रकाशनापासून १४ दिवसांत खालील पत्त्यावर लेखी पुराव्यासह कळवावे. <box>89 50 219 78</box>
notice-box <box>84 26 224 316</box>
notice-body: याद्वारे सूचना देण्यात येते की, श्री. सुरेश लक्ष्मण कदम व श्रीमती सुनंदा सुरेश कदम हे सदनिका क्र. ए/५०३, पाचवा मजला, ओम साई को-ऑप. हौ. सोसायटी लि., मीरा रोड (पूर्व), जि. ठाणे या सदनिकेचे संयुक्त मालक आहेत. सदर सदनिकेचे मूळ करारनामे दिनांक १२.०३.२००४ रोजी प्रवासादरम्यान हरवले आहेत. कोणालाही सापडल्यास परत करावे अथवा हक्क असल्यास कळवावे. <box>381 138 479 177</box>
notice-heading: PUBLIC NOTICE <box>381 534 479 565</box>
notice-body: Mrs. Jyotsnaben Zaverbhai Patel, a Member of the Dattakrupa CHS Ltd., Borivali (West), Mumbai 400092, holding Flat No. 102 in the building of the society, died on 12.11.2025 without making any nomination. The society hereby invites claims or objections from the heir or heirs or other claimants to the transfer of the said shares and interest of the deceased member in the capital/property of the society within a period of 15 days from the publication of this notice. <box>235 105 367 151</box>
notice-heading: जाहिर सूचना <box>89 323 219 340</box>
notice-body: सर्व संबंधितांना सूचना देण्यात येते की, दिनांक २७.०१.२०२६ रोजी रेल्वे प्रवासादरम्यान माझ्या अशिलाचे मूळ दस्तऐवज हरवले आहेत. याबाबत बोरीवली पोलीस ठाणे येथे तक्रार क्र. ३४५/२०२६ नोंदविण्यात आली आहे. सदर दस्तऐवज कोणास सापडल्यास कृपया खालील पत्त्यावर संपर्क साधावा. <box>381 797 479 825</box>
table-cell: ०.४६ <box>660 369 681 381</box>
notice-body: सर्व जनतेस य नोटीस सूचित करण्यात येते की, माझे अशिल श्री. प्रकाश रामचंद्र सावंत यांच्या नावे असलेली सदनिका क्र. २०४, दुसरा मजला, गणेश कृपा को-ऑप. हौसिंग सोसायटी, विरार (पश्चिम) या मालमत्तेचे मूळ शेअर सर्टिफिकेट हरवले आहे. याबाबत पोलीस स्टेशनमध्ये तक्रार नोंदविण्यात आली आहे. सदर प्रमाणपत्र कोणास सापडल्यास कृपया खालील पत्त्यावर संपर्क साधावा. <box>235 368 367 396</box>
notice-body: Mrs. Jyotsnaben Zaverbhai Patel, a Member of the Dattakrupa CHS Ltd., Borivali (West), Mumbai 400092, holding Flat No. 102 in the building of the society, died on 12.11.2025 without making any nomination. The society hereby invites claims or objections from the heir or heirs or other claimants to the transfer of the said shares and interest of the deceased member in the capital/property of the society within a period of 15 days from the publication of this notice. <box>235 671 367 717</box>
notice-heading: जाहिर सूचना <box>89 30 219 47</box>
notice-signature: For Vardhman Nagar CHS Ltd. Sd/- Hon. Secretary/Chairman. Dated 5th day of February 2026, MUMBAI <box>605 127 743 139</box>
notice-heading: जाहिर नोटीस <box>381 777 479 794</box>
notice-signature: सही/- ॲड. पूनम जैन <box>444 263 479 269</box>
table-column-header: वर्ष ३१.०३.२५ <box>723 280 743 292</box>
notice-box <box>600 26 748 241</box>
column-rule <box>226 26 227 1142</box>
